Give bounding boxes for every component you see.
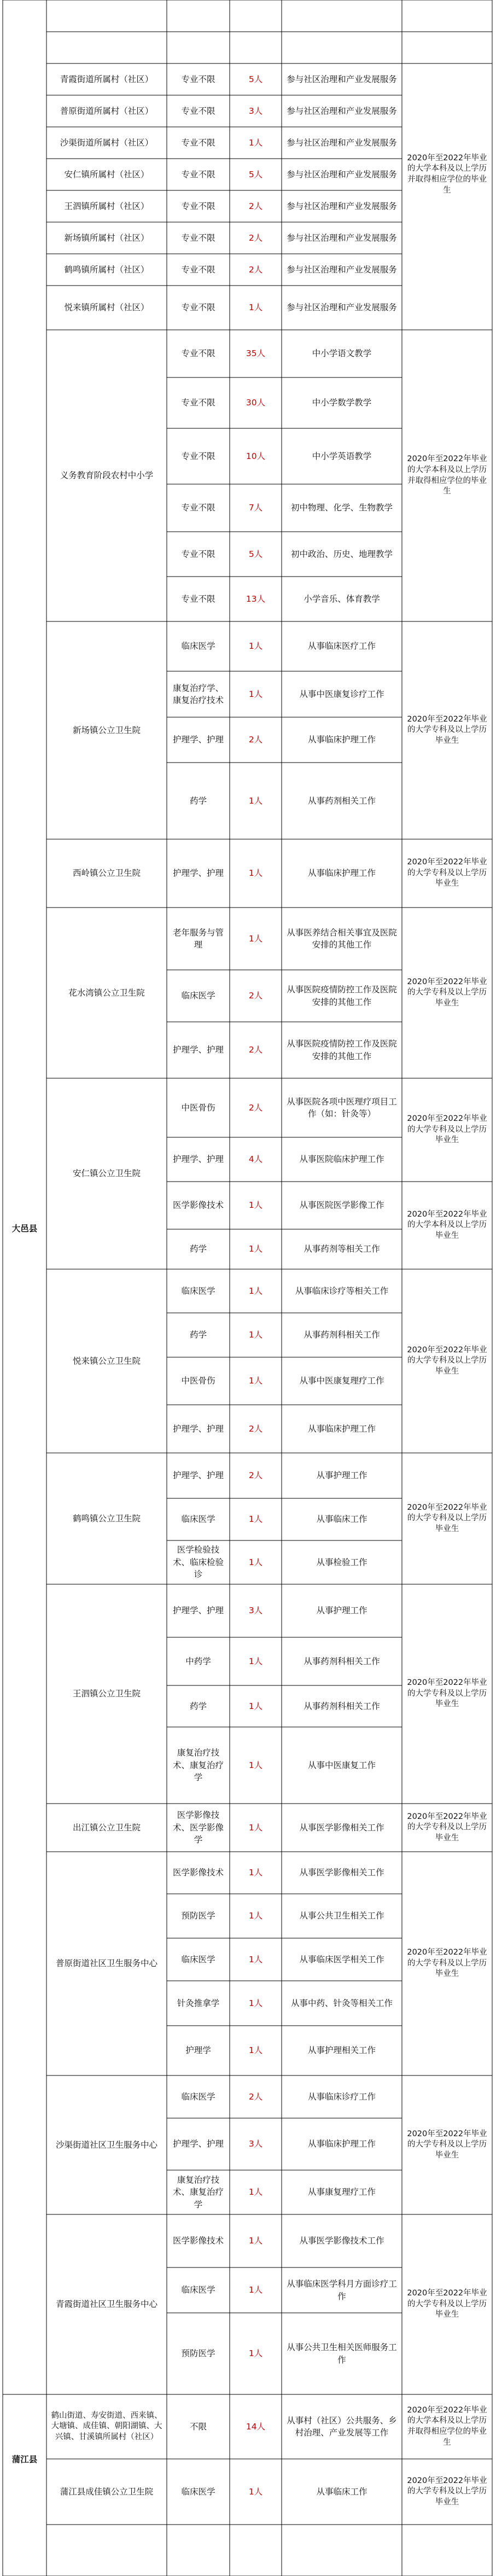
major-cell: 临床医学	[181, 1286, 215, 1296]
duty-cell: 参与社区治理和产业发展服务	[287, 137, 397, 148]
unit-cell: 新场镇所属村（社区）	[64, 232, 149, 243]
duty-cell: 从事临床工作	[316, 2486, 367, 2497]
region-cell: 蒲江县	[11, 2454, 38, 2464]
headcount-cell: 1人	[248, 1911, 263, 1921]
unit-cell: 普原街道所属村（社区）	[60, 106, 154, 116]
major-cell: 预防医学	[181, 2348, 215, 2359]
requirement-cell: 2020年至2022年毕业的大学专科及以上学历毕业生	[407, 1678, 487, 1709]
major-cell: 康复治疗学、康复治疗技术	[172, 683, 224, 705]
major-cell: 专业不限	[181, 398, 215, 408]
requirement-cell: 2020年至2022年毕业的大学专科及以上学历毕业生	[407, 1948, 487, 1979]
duty-cell: 从事医学影像技术工作	[299, 2236, 384, 2246]
headcount-cell: 2人	[248, 1423, 263, 1434]
headcount-cell: 1人	[248, 1557, 263, 1567]
major-cell: 专业不限	[181, 74, 215, 84]
requirement-cell: 2020年至2022年毕业的大学本科及以上学历毕业生	[407, 1210, 487, 1240]
major-cell: 药学	[189, 1244, 207, 1254]
duty-cell: 从事村（社区）公共服务、乡村治理、产业发展等工作	[287, 2415, 397, 2438]
headcount-cell: 1人	[248, 689, 263, 699]
headcount-cell: 1人	[248, 303, 263, 313]
major-cell: 专业不限	[181, 232, 215, 243]
duty-cell: 从事临床医学相关工作	[299, 1954, 384, 1964]
major-cell: 专业不限	[181, 348, 215, 359]
headcount-cell: 2人	[248, 1045, 263, 1055]
headcount-cell: 3人	[248, 1606, 263, 1616]
unit-cell: 新场镇公立卫生院	[72, 725, 141, 735]
headcount-cell: 2人	[248, 232, 263, 243]
duty-cell: 参与社区治理和产业发展服务	[287, 74, 397, 84]
headcount-cell: 1人	[248, 868, 263, 879]
headcount-cell: 13人	[246, 594, 266, 604]
duty-cell: 从事药剂科相关工作	[304, 1330, 380, 1340]
unit-cell: 王泗镇公立卫生院	[72, 1689, 141, 1699]
headcount-cell: 1人	[248, 1760, 263, 1770]
duty-cell: 从事护理相关工作	[307, 2045, 376, 2056]
major-cell: 临床医学	[181, 991, 215, 1001]
major-cell: 专业不限	[181, 106, 215, 116]
major-cell: 专业不限	[181, 264, 215, 275]
major-cell: 护理学	[185, 2045, 211, 2056]
requirement-cell: 2020年至2022年毕业的大学专科及以上学历毕业生	[407, 714, 487, 745]
unit-cell: 沙渠街道所属村（社区）	[60, 137, 154, 148]
headcount-cell: 1人	[248, 1330, 263, 1340]
headcount-cell: 5人	[248, 169, 263, 179]
unit-cell: 王泗镇所属村（社区）	[64, 201, 149, 211]
major-cell: 临床医学	[181, 2091, 215, 2102]
unit-cell: 普原街道社区卫生服务中心	[55, 1958, 157, 1969]
requirement-cell: 2020年至2022年毕业的大学专科及以上学历毕业生	[407, 1114, 487, 1145]
requirement-cell: 2020年至2022年毕业的大学本科及以上学历并取得相应学位的毕业生	[407, 455, 487, 496]
headcount-cell: 2人	[248, 1102, 263, 1113]
unit-cell: 鹤山街道、寿安街道、西来镇、大塘镇、成佳镇、朝阳湖镇、大兴镇、甘溪镇所属村（社区）	[51, 2411, 162, 2441]
major-cell: 专业不限	[181, 201, 215, 211]
duty-cell: 初中政治、历史、地理教学	[290, 549, 393, 559]
major-cell: 护理学、护理	[172, 1423, 224, 1434]
requirement-cell: 2020年至2022年毕业的大学专科及以上学历毕业生	[407, 1812, 487, 1842]
headcount-cell: 5人	[248, 549, 263, 559]
requirement-cell: 2020年至2022年毕业的大学专科及以上学历毕业生	[407, 1503, 487, 1533]
major-cell: 临床医学	[181, 2486, 215, 2497]
unit-cell: 花水湾镇公立卫生院	[68, 987, 145, 998]
duty-cell: 从事临床医疗工作	[307, 641, 376, 652]
headcount-cell: 1人	[248, 2236, 263, 2246]
duty-cell: 从事中医康复诊疗工作	[299, 689, 384, 699]
headcount-cell: 3人	[248, 2139, 263, 2149]
headcount-cell: 1人	[248, 1954, 263, 1964]
unit-cell: 鹤鸣镇公立卫生院	[72, 1513, 141, 1523]
headcount-cell: 1人	[248, 1998, 263, 2008]
major-cell: 医学检验技术、临床检验诊	[172, 1545, 224, 1580]
major-cell: 临床医学	[181, 2285, 215, 2295]
duty-cell: 从事药剂科相关工作	[304, 1656, 380, 1666]
major-cell: 中医骨伤	[181, 1376, 215, 1386]
major-cell: 临床医学	[181, 641, 215, 652]
headcount-cell: 10人	[246, 451, 266, 461]
major-cell: 老年服务与管理	[172, 927, 224, 950]
unit-cell: 出江镇公立卫生院	[72, 1822, 141, 1833]
major-cell: 护理学、护理	[172, 1470, 224, 1481]
major-cell: 专业不限	[181, 594, 215, 604]
major-cell: 预防医学	[181, 1911, 215, 1921]
requirement-cell: 2020年至2022年毕业的大学专科及以上学历毕业生	[407, 2129, 487, 2160]
unit-cell: 青霞街道社区卫生服务中心	[55, 2299, 157, 2310]
headcount-cell: 2人	[248, 1470, 263, 1481]
requirement-cell: 2020年至2022年毕业的大学专科及以上学历毕业生	[407, 2289, 487, 2319]
duty-cell: 从事临床护理工作	[307, 735, 376, 745]
headcount-cell: 1人	[248, 2486, 263, 2497]
region-cell: 大邑县	[11, 1224, 38, 1234]
major-cell: 康复治疗技术、康复治疗学	[172, 1748, 224, 1783]
headcount-cell: 1人	[248, 1701, 263, 1711]
requirement-cell: 2020年至2022年毕业的大学专科及以上学历毕业生	[407, 977, 487, 1008]
major-cell: 护理学、护理	[172, 2139, 224, 2149]
major-cell: 专业不限	[181, 549, 215, 559]
duty-cell: 从事医院疫情防控工作及医院安排的其他工作	[287, 985, 397, 1007]
major-cell: 医学影像技术	[172, 1868, 224, 1878]
unit-cell: 安仁镇所属村（社区）	[64, 169, 149, 179]
major-cell: 药学	[189, 1330, 207, 1340]
duty-cell: 从事临床诊疗等相关工作	[295, 1286, 389, 1296]
duty-cell: 从事临床护理工作	[307, 1423, 376, 1434]
duty-cell: 参与社区治理和产业发展服务	[287, 169, 397, 179]
duty-cell: 小学音乐、体育教学	[304, 594, 380, 604]
duty-cell: 从事检验工作	[316, 1557, 367, 1567]
duty-cell: 从事医学影像相关工作	[299, 1868, 384, 1878]
requirement-cell: 2020年至2022年毕业的大学专科及以上学历毕业生	[407, 858, 487, 888]
duty-cell: 从事临床护理工作	[307, 2139, 376, 2149]
major-cell: 针灸推拿学	[177, 1998, 220, 2008]
duty-cell: 从事中医康复理疗工作	[299, 1376, 384, 1386]
headcount-cell: 1人	[248, 933, 263, 944]
requirement-cell: 2020年至2022年毕业的大学专科及以上学历毕业生	[407, 2476, 487, 2507]
headcount-cell: 1人	[248, 2285, 263, 2295]
major-cell: 中药学	[185, 1656, 211, 1666]
duty-cell: 从事护理工作	[316, 1470, 367, 1481]
duty-cell: 从事医院医学影像工作	[299, 1200, 384, 1211]
headcount-cell: 1人	[248, 1244, 263, 1254]
major-cell: 药学	[189, 795, 207, 806]
duty-cell: 从事医学影像相关工作	[299, 1822, 384, 1833]
headcount-cell: 2人	[248, 2091, 263, 2102]
requirement-cell: 2020年至2022年毕业的大学本科及以上学历并取得相应学位的毕业生	[407, 2405, 487, 2447]
duty-cell: 参与社区治理和产业发展服务	[287, 106, 397, 116]
unit-cell: 悦来镇公立卫生院	[72, 1356, 141, 1366]
major-cell: 临床医学	[181, 1954, 215, 1964]
duty-cell: 从事中医康复工作	[307, 1760, 376, 1770]
headcount-cell: 1人	[248, 1514, 263, 1525]
headcount-cell: 2人	[248, 991, 263, 1001]
headcount-cell: 1人	[248, 1286, 263, 1296]
duty-cell: 从事护理工作	[316, 1606, 367, 1616]
major-cell: 护理学、护理	[172, 1154, 224, 1165]
unit-cell: 蒲江县成佳镇公立卫生院	[60, 2486, 154, 2497]
duty-cell: 从事药剂等相关工作	[304, 1244, 380, 1254]
major-cell: 专业不限	[181, 451, 215, 461]
major-cell: 医学影像技术	[172, 2236, 224, 2246]
duty-cell: 中小学数学教学	[312, 398, 372, 408]
duty-cell: 从事医院临床护理工作	[299, 1154, 384, 1165]
headcount-cell: 2人	[248, 735, 263, 745]
major-cell: 专业不限	[181, 503, 215, 513]
major-cell: 不限	[189, 2421, 207, 2432]
headcount-cell: 3人	[248, 106, 263, 116]
headcount-cell: 7人	[248, 503, 263, 513]
major-cell: 护理学、护理	[172, 868, 224, 879]
duty-cell: 参与社区治理和产业发展服务	[287, 201, 397, 211]
major-cell: 专业不限	[181, 137, 215, 148]
major-cell: 临床医学	[181, 1514, 215, 1525]
headcount-cell: 1人	[248, 2045, 263, 2056]
unit-cell: 鹤鸣镇所属村（社区）	[64, 264, 149, 275]
unit-cell: 义务教育阶段农村中小学	[60, 470, 154, 481]
headcount-cell: 35人	[246, 348, 266, 359]
duty-cell: 参与社区治理和产业发展服务	[287, 232, 397, 243]
headcount-cell: 1人	[248, 1200, 263, 1211]
duty-cell: 从事医养结合相关事宜及医院安排的其他工作	[287, 927, 397, 950]
major-cell: 专业不限	[181, 303, 215, 313]
requirement-cell: 2020年至2022年毕业的大学本科及以上学历并取得相应学位的毕业生	[407, 153, 487, 195]
unit-cell: 青霞街道所属村（社区）	[60, 74, 154, 84]
duty-cell: 从事临床医学科月方面诊疗工作	[287, 2279, 397, 2301]
unit-cell: 安仁镇公立卫生院	[72, 1168, 141, 1179]
headcount-cell: 1人	[248, 137, 263, 148]
headcount-cell: 1人	[248, 2187, 263, 2197]
headcount-cell: 1人	[248, 795, 263, 806]
duty-cell: 从事临床护理工作	[307, 868, 376, 879]
headcount-cell: 5人	[248, 74, 263, 84]
major-cell: 护理学、护理	[172, 1045, 224, 1055]
major-cell: 医学影像技术	[172, 1200, 224, 1211]
duty-cell: 参与社区治理和产业发展服务	[287, 264, 397, 275]
duty-cell: 从事公共卫生相关工作	[299, 1911, 384, 1921]
duty-cell: 中小学语文教学	[312, 348, 372, 359]
headcount-cell: 2人	[248, 264, 263, 275]
major-cell: 中医骨伤	[181, 1102, 215, 1113]
duty-cell: 从事公共卫生相关医师服务工作	[287, 2342, 397, 2365]
duty-cell: 从事医院疫情防控工作及医院安排的其他工作	[287, 1039, 397, 1061]
duty-cell: 初中物理、化学、生物教学	[290, 503, 393, 513]
unit-cell: 沙渠街道社区卫生服务中心	[55, 2139, 157, 2150]
headcount-cell: 1人	[248, 1822, 263, 1833]
headcount-cell: 1人	[248, 1656, 263, 1666]
unit-cell: 悦来镇所属村（社区）	[64, 303, 149, 313]
duty-cell: 中小学英语教学	[312, 451, 372, 461]
duty-cell: 从事中药、针灸等相关工作	[290, 1998, 393, 2008]
duty-cell: 从事康复理疗工作	[307, 2187, 376, 2197]
major-cell: 护理学、护理	[172, 735, 224, 745]
duty-cell: 从事药剂科相关工作	[304, 1701, 380, 1711]
major-cell: 药学	[189, 1701, 207, 1711]
duty-cell: 从事临床诊疗工作	[307, 2091, 376, 2102]
headcount-cell: 14人	[246, 2421, 266, 2432]
headcount-cell: 1人	[248, 1868, 263, 1878]
unit-cell: 西岭镇公立卫生院	[72, 868, 141, 879]
duty-cell: 从事药剂相关工作	[307, 795, 376, 806]
headcount-cell: 4人	[248, 1154, 263, 1165]
major-cell: 专业不限	[181, 169, 215, 179]
major-cell: 护理学、护理	[172, 1606, 224, 1616]
requirement-cell: 2020年至2022年毕业的大学专科及以上学历毕业生	[407, 1345, 487, 1376]
major-cell: 康复治疗技术、康复治疗学	[172, 2174, 224, 2209]
duty-cell: 参与社区治理和产业发展服务	[287, 303, 397, 313]
headcount-cell: 1人	[248, 641, 263, 652]
headcount-cell: 30人	[246, 398, 266, 408]
headcount-cell: 1人	[248, 1376, 263, 1386]
headcount-cell: 1人	[248, 2348, 263, 2359]
major-cell: 医学影像技术、医学影像学	[172, 1810, 224, 1845]
duty-cell: 从事医院各项中医理疗项目工作（如：针灸等）	[287, 1096, 397, 1119]
duty-cell: 从事临床工作	[316, 1514, 367, 1525]
headcount-cell: 2人	[248, 201, 263, 211]
